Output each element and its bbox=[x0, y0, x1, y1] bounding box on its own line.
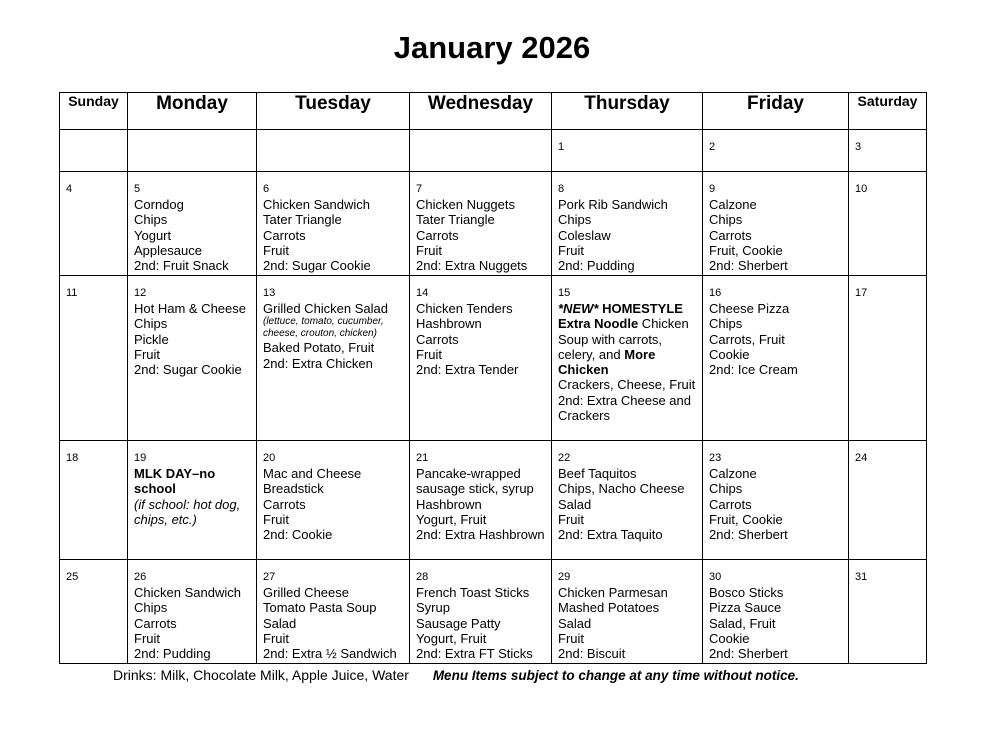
week-row bbox=[60, 130, 927, 172]
menu-item: Chips bbox=[709, 212, 743, 228]
menu-item: Fruit bbox=[416, 346, 442, 362]
menu-item: Chicken Sandwich bbox=[263, 197, 370, 212]
menu-item: Carrots bbox=[709, 496, 752, 512]
day-cell bbox=[128, 130, 257, 172]
day-number: 4 bbox=[66, 183, 73, 195]
day-menu bbox=[416, 585, 545, 661]
menu-item: Bosco Sticks bbox=[709, 585, 784, 600]
holiday-label: MLK DAY–no school bbox=[134, 466, 216, 497]
day-number: 8 bbox=[558, 183, 565, 195]
menu-item: Fruit, Cookie bbox=[709, 242, 783, 258]
menu-item: Carrots bbox=[416, 331, 459, 347]
menu-item: Calzone bbox=[709, 466, 757, 481]
day-cell bbox=[257, 130, 410, 172]
week-row bbox=[60, 172, 927, 276]
day-number: 29 bbox=[558, 571, 571, 583]
day-number: 23 bbox=[709, 452, 722, 464]
menu-item: Pancake-wrapped sausage stick, syrup bbox=[416, 466, 534, 497]
menu-item: Crackers, Cheese, Fruit bbox=[558, 377, 696, 393]
menu-item: Fruit bbox=[263, 630, 289, 646]
menu-item: Chips bbox=[134, 316, 168, 332]
menu-item: Fruit bbox=[134, 630, 160, 646]
day-number: 11 bbox=[66, 287, 78, 299]
day-number: 26 bbox=[134, 571, 147, 583]
day-cell bbox=[703, 441, 849, 560]
header-thursday: Thursday bbox=[552, 93, 703, 130]
day-number: 17 bbox=[855, 287, 868, 299]
day-cell bbox=[60, 172, 128, 276]
menu-item: 2nd: Pudding bbox=[134, 646, 211, 662]
day-cell bbox=[60, 560, 128, 664]
day-cell bbox=[257, 172, 410, 276]
menu-item: Fruit bbox=[558, 511, 584, 527]
day-number: 16 bbox=[709, 287, 722, 299]
menu-item: Salad, Fruit bbox=[709, 615, 776, 631]
day-number: 15 bbox=[558, 287, 571, 299]
day-number: 18 bbox=[66, 452, 79, 464]
day-menu bbox=[263, 466, 403, 542]
menu-item: Chips bbox=[709, 481, 743, 497]
menu-item-detail: (lettuce, tomato, cucumber, cheese, crouton, chicken) bbox=[263, 316, 384, 340]
menu-item: Yogurt, Fruit bbox=[416, 630, 487, 646]
day-menu bbox=[416, 197, 545, 273]
menu-item: 2nd: Extra Cheese and Crackers bbox=[558, 392, 691, 424]
holiday-note: (if school: hot dog, chips, etc.) bbox=[134, 496, 241, 527]
footer bbox=[113, 667, 799, 683]
menu-calendar bbox=[59, 92, 927, 664]
menu-item: Calzone bbox=[709, 197, 757, 212]
day-menu bbox=[709, 585, 842, 661]
day-cell bbox=[60, 441, 128, 560]
menu-item: Chips bbox=[134, 600, 168, 616]
day-cell bbox=[60, 130, 128, 172]
menu-item: 2nd: Extra Hashbrown bbox=[416, 527, 545, 543]
weekday-header-row bbox=[60, 93, 927, 130]
day-cell bbox=[703, 276, 849, 441]
menu-item: Carrots bbox=[263, 227, 306, 243]
day-menu bbox=[709, 301, 842, 377]
day-cell bbox=[410, 130, 552, 172]
day-cell bbox=[410, 441, 552, 560]
day-menu bbox=[558, 197, 696, 273]
day-menu bbox=[416, 466, 545, 542]
menu-item: Mashed Potatoes bbox=[558, 600, 660, 616]
day-number: 30 bbox=[709, 571, 722, 583]
menu-item: 2nd: Ice Cream bbox=[709, 362, 798, 378]
menu-item: 2nd: Extra Nuggets bbox=[416, 258, 528, 274]
menu-item: 2nd: Sherbert bbox=[709, 258, 788, 274]
menu-item: Applesauce bbox=[134, 242, 202, 258]
day-cell bbox=[552, 441, 703, 560]
menu-item: Salad bbox=[558, 615, 592, 631]
day-number: 19 bbox=[134, 452, 147, 464]
week-row bbox=[60, 560, 927, 664]
day-cell bbox=[128, 441, 257, 560]
menu-item: Hashbrown bbox=[416, 316, 482, 332]
menu-item: French Toast Sticks bbox=[416, 585, 530, 600]
menu-item: Chips bbox=[134, 212, 168, 228]
day-number: 20 bbox=[263, 452, 276, 464]
soup-text: Chicken Soup with carrots, celery, and bbox=[558, 316, 689, 362]
day-menu bbox=[134, 197, 250, 273]
menu-item: Chicken Tenders bbox=[416, 301, 513, 316]
day-menu bbox=[134, 301, 250, 377]
day-cell bbox=[552, 560, 703, 664]
day-number: 25 bbox=[66, 571, 79, 583]
day-menu bbox=[709, 197, 842, 273]
day-cell bbox=[849, 560, 927, 664]
menu-item: Fruit bbox=[263, 242, 289, 258]
menu-item: Chicken Nuggets bbox=[416, 197, 515, 212]
menu-item: Hashbrown bbox=[416, 496, 482, 512]
menu-item: 2nd: Extra FT Sticks bbox=[416, 646, 533, 662]
day-cell bbox=[849, 130, 927, 172]
header-saturday: Saturday bbox=[849, 93, 927, 130]
day-menu bbox=[558, 466, 696, 542]
menu-item: 2nd: Biscuit bbox=[558, 646, 626, 662]
menu-item: Fruit bbox=[416, 242, 442, 258]
menu-item: Salad bbox=[558, 496, 592, 512]
day-cell bbox=[703, 172, 849, 276]
day-cell bbox=[60, 276, 128, 441]
menu-item: Cookie bbox=[709, 630, 750, 646]
day-cell bbox=[257, 441, 410, 560]
header-friday: Friday bbox=[703, 93, 849, 130]
menu-item: Fruit bbox=[558, 630, 584, 646]
drinks-text: Drinks: Milk, Chocolate Milk, Apple Juice, Water bbox=[113, 667, 409, 683]
day-menu bbox=[709, 466, 842, 542]
menu-item: Carrots bbox=[134, 615, 177, 631]
day-menu bbox=[263, 301, 403, 371]
day-cell bbox=[410, 172, 552, 276]
menu-item: Tater Triangle bbox=[263, 212, 342, 228]
day-number: 31 bbox=[855, 571, 868, 583]
menu-item: Grilled Chicken Salad bbox=[263, 301, 389, 316]
menu-item: 2nd: Sherbert bbox=[709, 646, 788, 662]
week-row bbox=[60, 276, 927, 441]
menu-item: Yogurt, Fruit bbox=[416, 511, 487, 527]
header-wednesday: Wednesday bbox=[410, 93, 552, 130]
day-number: 14 bbox=[416, 287, 429, 299]
day-cell bbox=[257, 560, 410, 664]
day-number: 10 bbox=[855, 183, 868, 195]
header-monday: Monday bbox=[128, 93, 257, 130]
extra-noodle-text: Extra Noodle bbox=[558, 316, 639, 332]
menu-item: 2nd: Extra Tender bbox=[416, 362, 519, 378]
day-cell bbox=[703, 560, 849, 664]
menu-item: Fruit, Cookie bbox=[709, 511, 783, 527]
menu-item: Breadstick bbox=[263, 481, 324, 497]
day-menu bbox=[134, 466, 250, 527]
menu-item: 2nd: Sugar Cookie bbox=[263, 258, 371, 274]
header-sunday: Sunday bbox=[60, 93, 128, 130]
day-cell bbox=[128, 276, 257, 441]
disclaimer-text: Menu Items subject to change at any time without notice. bbox=[432, 668, 799, 683]
menu-item: Chips bbox=[558, 212, 592, 228]
menu-item: Syrup bbox=[416, 600, 450, 616]
day-menu bbox=[134, 585, 250, 661]
menu-item: Tomato Pasta Soup bbox=[263, 600, 377, 616]
day-cell bbox=[552, 130, 703, 172]
menu-item: Hot Ham & Cheese bbox=[134, 301, 246, 316]
new-tag: *NEW* bbox=[558, 301, 599, 316]
menu-item: Fruit bbox=[134, 346, 160, 362]
day-cell bbox=[410, 560, 552, 664]
day-menu bbox=[263, 197, 403, 273]
day-cell bbox=[849, 441, 927, 560]
menu-item: Fruit bbox=[558, 242, 584, 258]
menu-item: Chicken Sandwich bbox=[134, 585, 241, 600]
menu-item: Beef Taquitos bbox=[558, 466, 637, 481]
day-menu bbox=[263, 585, 403, 661]
menu-item: Baked Potato, Fruit bbox=[263, 340, 375, 356]
menu-item: 2nd: Sugar Cookie bbox=[134, 362, 242, 378]
day-menu bbox=[558, 585, 696, 661]
menu-item: 2nd: Extra Chicken bbox=[263, 355, 373, 371]
menu-item: Pork Rib Sandwich bbox=[558, 197, 668, 212]
menu-item: 2nd: Pudding bbox=[558, 258, 635, 274]
menu-item: Carrots bbox=[709, 227, 752, 243]
menu-item: Mac and Cheese bbox=[263, 466, 362, 481]
menu-item: 2nd: Extra Taquito bbox=[558, 527, 663, 543]
menu-item: Chicken Parmesan bbox=[558, 585, 668, 600]
menu-item: Coleslaw bbox=[558, 227, 611, 243]
day-number: 3 bbox=[855, 141, 862, 153]
menu-item: Carrots bbox=[263, 496, 306, 512]
day-number: 2 bbox=[709, 141, 716, 153]
day-number: 6 bbox=[263, 183, 270, 195]
day-number: 13 bbox=[263, 287, 276, 299]
day-number: 28 bbox=[416, 571, 429, 583]
menu-item: Cheese Pizza bbox=[709, 301, 790, 316]
menu-item: 2nd: Cookie bbox=[263, 527, 333, 543]
more-chicken-text: More Chicken bbox=[558, 346, 656, 378]
day-cell bbox=[849, 276, 927, 441]
menu-item: 2nd: Fruit Snack bbox=[134, 258, 229, 274]
menu-item: Yogurt bbox=[134, 227, 172, 243]
day-number: 7 bbox=[416, 183, 423, 195]
menu-item: 2nd: Extra ½ Sandwich bbox=[263, 646, 397, 662]
menu-item: Corndog bbox=[134, 197, 184, 212]
day-cell bbox=[128, 560, 257, 664]
day-cell bbox=[703, 130, 849, 172]
menu-item: Pickle bbox=[134, 331, 169, 347]
day-cell bbox=[849, 172, 927, 276]
day-cell bbox=[552, 172, 703, 276]
day-number: 1 bbox=[558, 141, 565, 153]
homestyle-text: HOMESTYLE bbox=[598, 301, 683, 316]
day-cell bbox=[552, 276, 703, 441]
calendar-title: January 2026 bbox=[393, 30, 591, 65]
menu-item: Carrots, Fruit bbox=[709, 331, 785, 347]
menu-item: Salad bbox=[263, 615, 297, 631]
menu-item: Chips bbox=[709, 316, 743, 332]
day-number: 9 bbox=[709, 183, 716, 195]
header-tuesday: Tuesday bbox=[257, 93, 410, 130]
week-row bbox=[60, 441, 927, 560]
day-number: 22 bbox=[558, 452, 571, 464]
menu-item: 2nd: Sherbert bbox=[709, 527, 788, 543]
menu-item: Sausage Patty bbox=[416, 615, 501, 631]
menu-item: Cookie bbox=[709, 346, 750, 362]
day-cell bbox=[257, 276, 410, 441]
menu-item: Fruit bbox=[263, 511, 289, 527]
day-menu bbox=[558, 301, 696, 423]
day-number: 27 bbox=[263, 571, 276, 583]
menu-item: Pizza Sauce bbox=[709, 600, 782, 616]
day-number: 12 bbox=[134, 287, 147, 299]
day-number: 24 bbox=[855, 452, 868, 464]
menu-item: Chips, Nacho Cheese bbox=[558, 481, 685, 497]
menu-item: Carrots bbox=[416, 227, 459, 243]
menu-item-soup bbox=[558, 301, 696, 377]
day-number: 5 bbox=[134, 183, 141, 195]
day-number: 21 bbox=[416, 452, 429, 464]
day-menu bbox=[416, 301, 545, 377]
day-cell bbox=[128, 172, 257, 276]
menu-item: Grilled Cheese bbox=[263, 585, 349, 600]
menu-item: Tater Triangle bbox=[416, 212, 495, 228]
day-cell bbox=[410, 276, 552, 441]
